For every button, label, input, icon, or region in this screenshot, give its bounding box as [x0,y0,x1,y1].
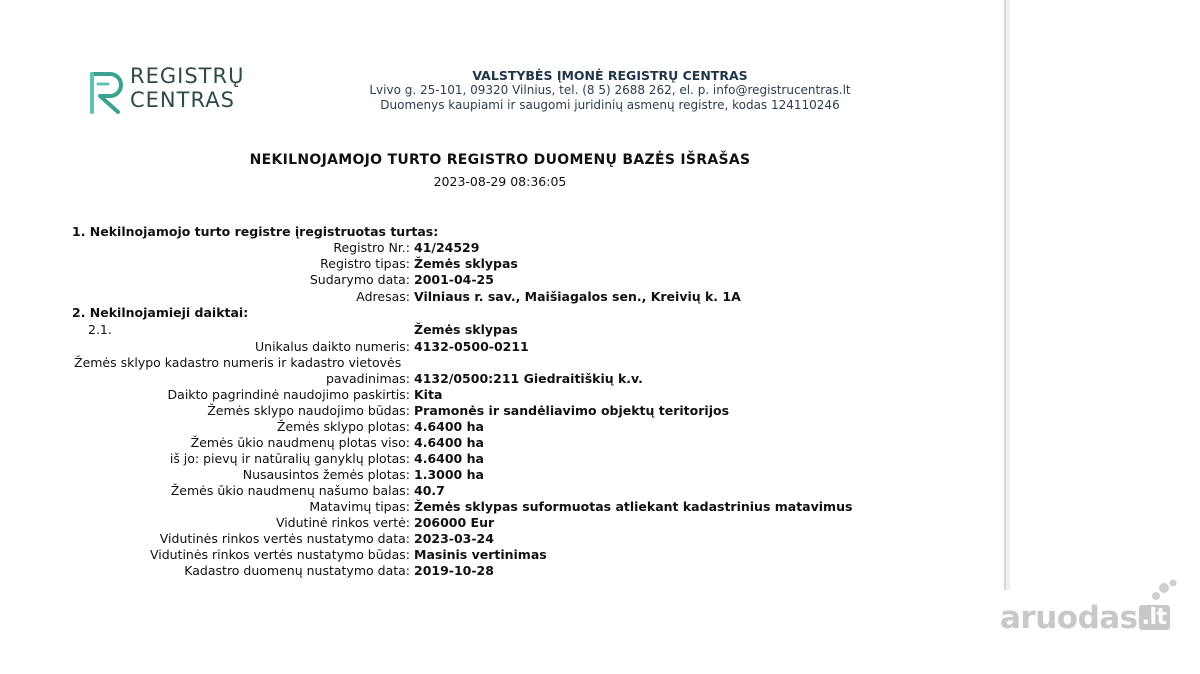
field-row [0,371,1000,387]
field-label: Žemės ūkio naudmenų plotas viso: [190,435,410,450]
field-value: 2023-03-24 [414,531,494,546]
field-row [0,515,1000,531]
field-label: Vidutinė rinkos vertė: [275,515,410,530]
field-row [0,483,1000,499]
field-label: Registro Nr.: [333,240,410,255]
field-value: 41/24529 [414,240,480,255]
logo-mark-icon [88,68,126,114]
item-title: Žemės sklypas [414,322,518,337]
field-row [0,355,1000,371]
section2-heading: 2. Nekilnojamieji daiktai: [72,305,249,320]
field-row [0,547,1000,563]
document-timestamp: 2023-08-29 08:36:05 [433,174,567,189]
header-registry: Duomenys kaupiami ir saugomi juridinių asmenų registre, kodas 124110246 [380,98,840,112]
field-row [0,419,1000,435]
field-value: Vilniaus r. sav., Maišiagalos sen., Kreivių k. 1A [414,289,741,304]
field-row [0,403,1000,419]
field-value: 4132-0500-0211 [414,339,529,354]
field-label: Kadastro duomenų nustatymo data: [184,563,410,578]
logo-text [130,64,244,112]
field-label: Vidutinės rinkos vertės nustatymo data: [159,531,410,546]
field-row [0,467,1000,483]
field-value: 4.6400 ha [414,419,484,434]
field-row [0,272,1000,288]
field-row [0,289,1000,305]
registru-centras-logo [88,64,248,120]
field-label: Unikalus daikto numeris: [255,339,410,354]
document-header [300,68,920,113]
field-value: Pramonės ir sandėliavimo objektų teritorijos [414,403,730,418]
item-number: 2.1. [88,322,112,337]
field-label: Žemės sklypo naudojimo būdas: [207,403,410,418]
field-value: 4.6400 ha [414,451,484,466]
field-label: Adresas: [356,289,410,304]
field-value: Žemės sklypas [414,256,518,271]
field-label: Matavimų tipas: [309,499,410,514]
field-value: Kita [414,387,443,402]
field-label: Žemės ūkio naudmenų našumo balas: [170,483,410,498]
field-row [0,256,1000,272]
field-label-line1: Žemės sklypo kadastro numeris ir kadastro vietovės [74,355,402,370]
logo-line1: REGISTRŲ [130,64,245,88]
field-value: 4.6400 ha [414,435,484,450]
field-row [0,451,1000,467]
field-row [0,387,1000,403]
field-row [0,563,1000,579]
document-title: NEKILNOJAMOJO TURTO REGISTRO DUOMENŲ BAZĖS IŠRAŠAS [249,152,751,168]
header-org: VALSTYBĖS ĮMONĖ REGISTRŲ CENTRAS [472,68,748,83]
field-row [0,531,1000,547]
section1-heading: 1. Nekilnojamojo turto registre įregistruotas turtas: [72,224,439,239]
page-shadow [1006,0,1010,590]
field-value: Masinis vertinimas [414,547,547,562]
header-address: Lvivo g. 25-101, 09320 Vilnius, tel. (8 5) 2688 262, el. p. info@registrucentras.lt [369,83,851,97]
field-label-line2: pavadinimas: [325,371,410,386]
field-label: iš jo: pievų ir natūralių ganyklų plotas: [169,451,410,466]
field-label: Vidutinės rinkos vertės nustatymo būdas: [149,547,410,562]
field-row [0,339,1000,355]
field-value: 4132/0500:211 Giedraitiškių k.v. [414,371,643,386]
aruodas-watermark [1000,600,1170,636]
field-value: 1.3000 ha [414,467,484,482]
field-value: 2019-10-28 [414,563,494,578]
field-row [0,499,1000,515]
watermark-text: aruodas [1000,600,1138,636]
watermark-suffix: .lt [1139,605,1170,630]
field-row [0,240,1000,256]
item-row [0,322,1000,338]
field-row [0,435,1000,451]
field-value: 40.7 [414,483,445,498]
field-label: Nusausintos žemės plotas: [242,467,410,482]
logo-line2: CENTRAS [130,88,235,112]
field-label: Registro tipas: [320,256,410,271]
field-value: Žemės sklypas suformuotas atliekant kadastrinius matavimus [414,499,853,514]
field-value: 206000 Eur [414,515,495,530]
field-label: Daikto pagrindinė naudojimo paskirtis: [167,387,410,402]
field-label: Žemės sklypo plotas: [276,419,410,434]
field-label: Sudarymo data: [309,272,410,287]
field-value: 2001-04-25 [414,272,494,287]
